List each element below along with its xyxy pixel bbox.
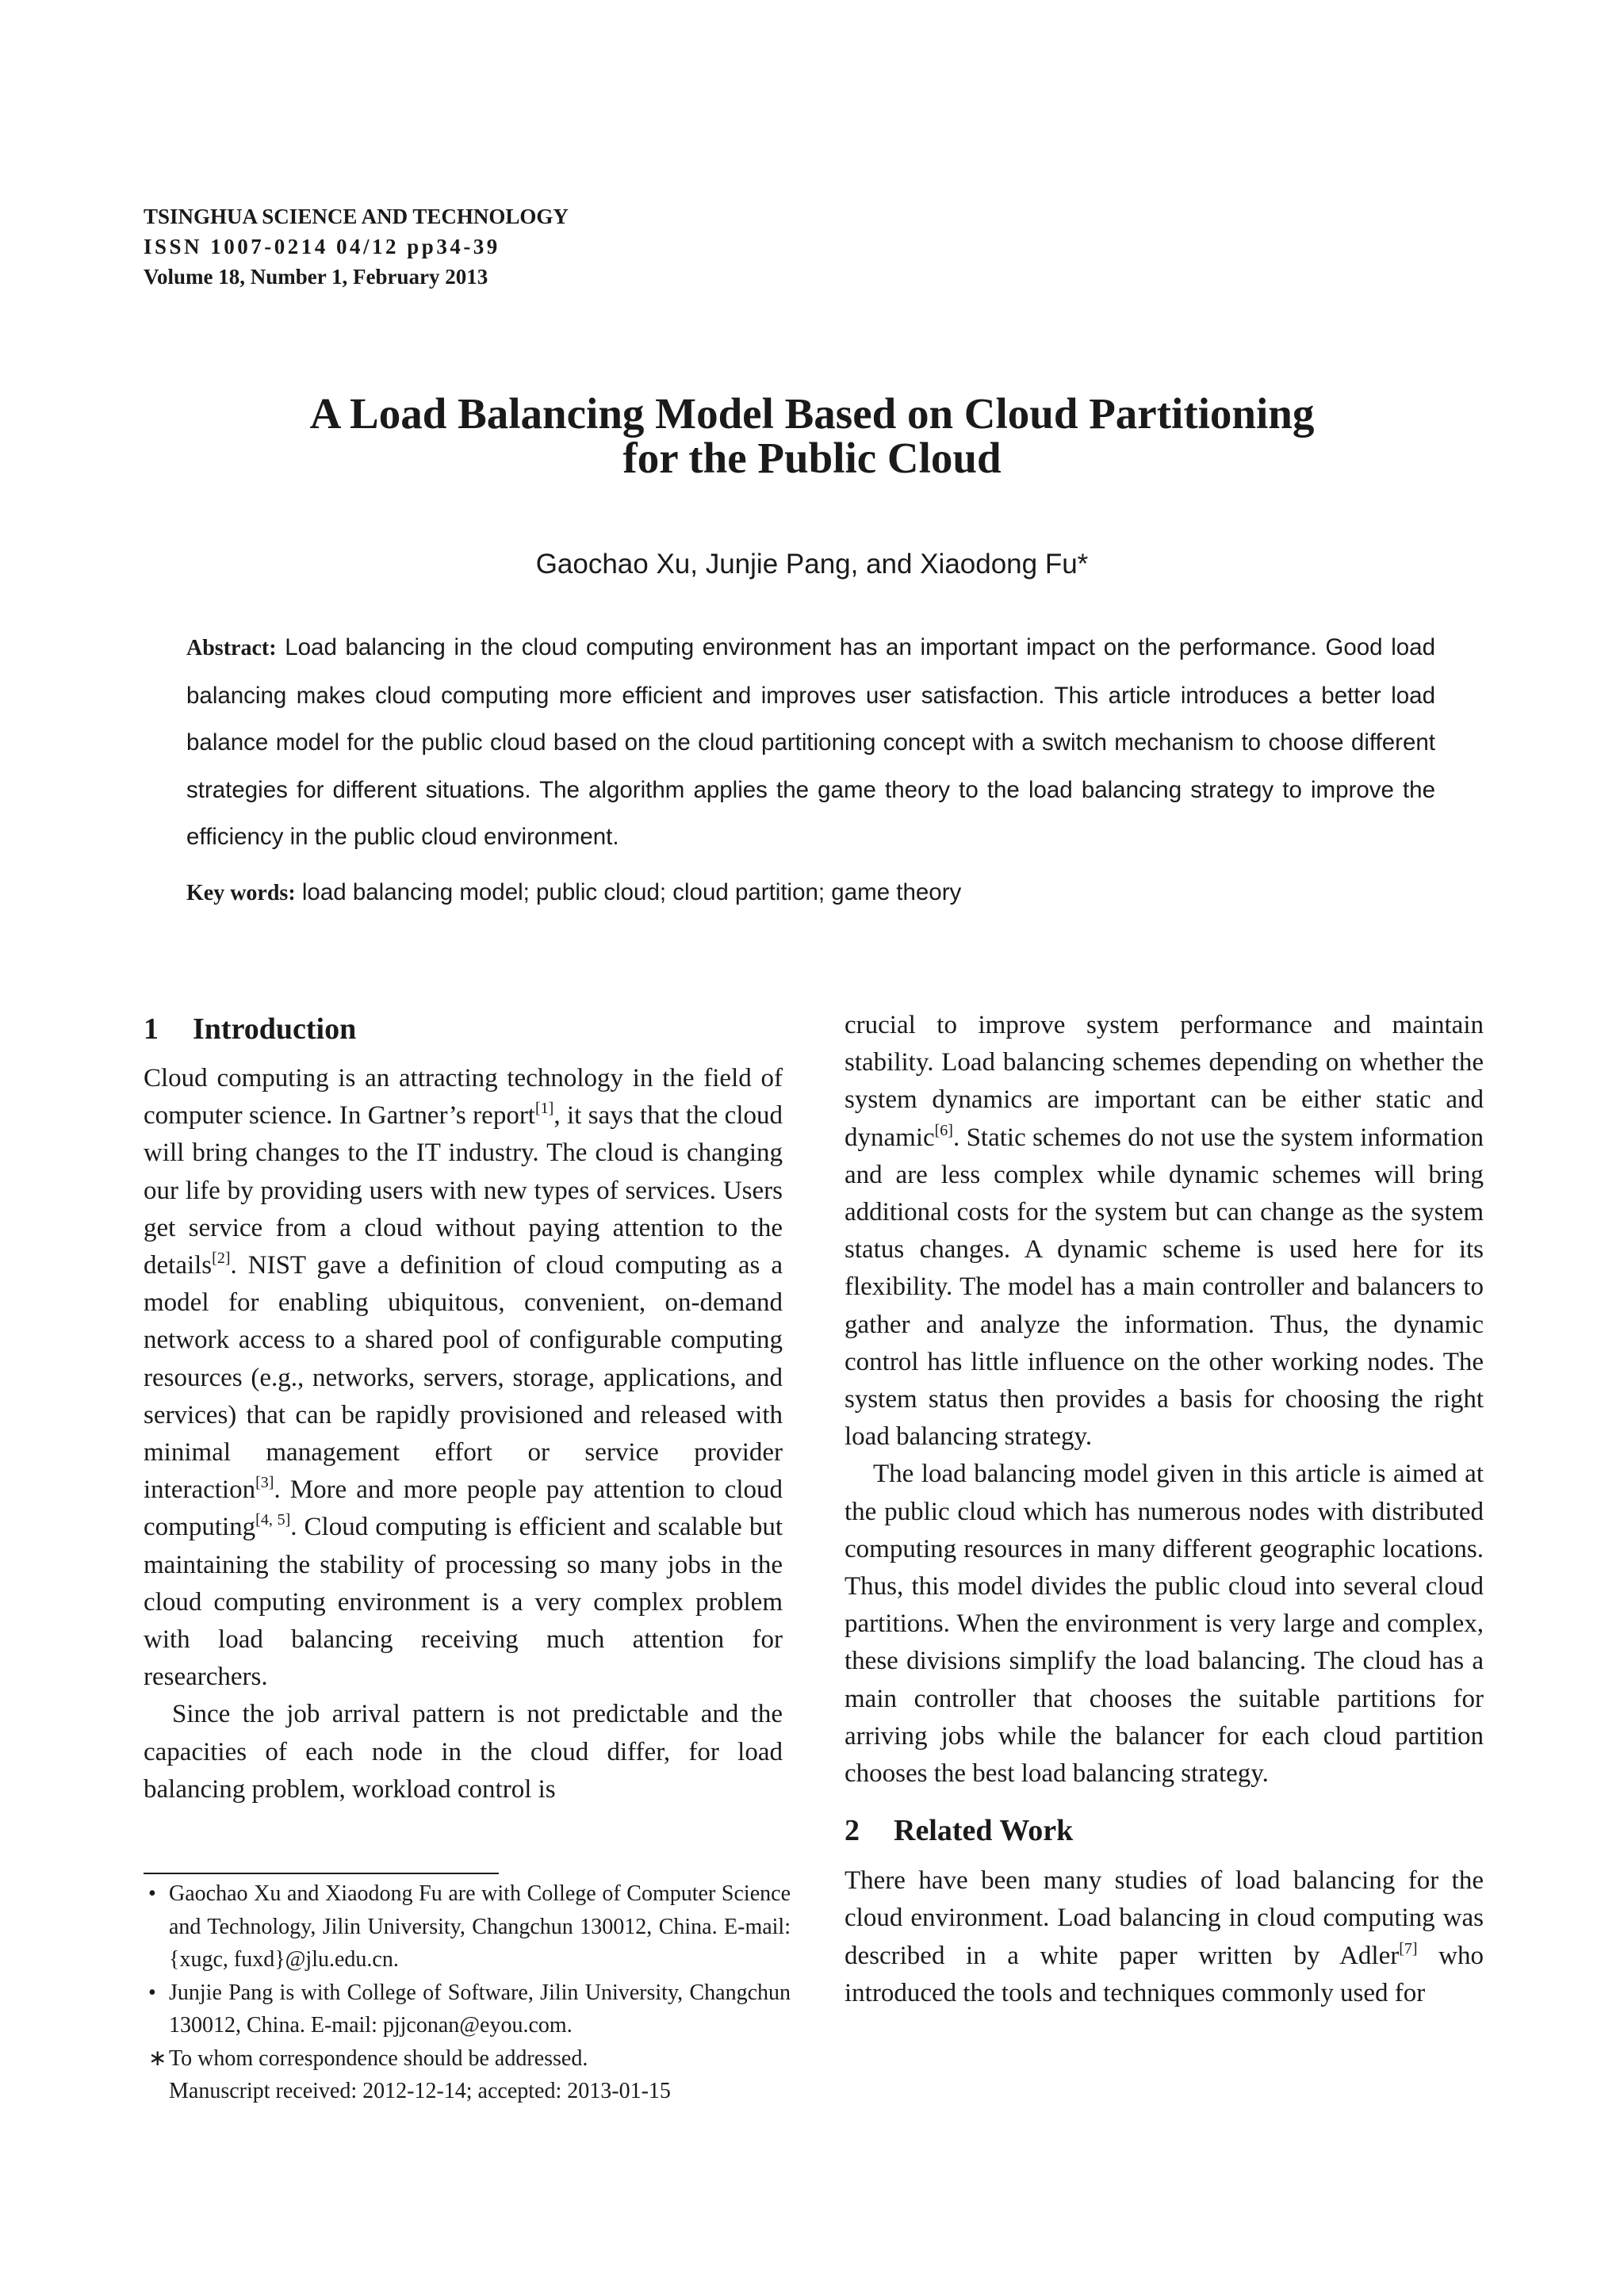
text-run: , it says that the cloud will bring changes to the IT industry. The cloud is changing our life by providing users with new types of services. Users get service from a cloud without paying attention to the details xyxy=(144,1101,783,1280)
related-paragraph-1 xyxy=(845,1862,1484,2012)
intro-paragraph-3: The load balancing model given in this article is aimed at the public cloud which has numerous nodes with distributed computing resources in many different geographic locations. Thus, this model divides the public cloud into several cloud partitions. When the environment is very large and complex, these divisions simplify the load balancing. The cloud has a main controller that chooses the suitable partitions for arriving jobs while the balancer for each cloud partition chooses the best load balancing strategy. xyxy=(845,1460,1484,1789)
text-run: There have been many studies of load balancing for the cloud environment. Load balancing in cloud computing was described in a white paper written by Adler xyxy=(845,1866,1484,1970)
section-number: 1 xyxy=(144,1012,159,1046)
asterisk-icon: ∗ xyxy=(148,2045,167,2071)
footnote-text: To whom correspondence should be addressed. xyxy=(169,2045,588,2071)
footnote-rule xyxy=(144,1873,499,1874)
text-run: . Static schemes do not use the system information and are less complex while dynamic schemes will bring additional costs for the system but can change as the system status changes. A dynamic scheme is used here for its flexibility. The model has a main controller and balancers to gather and analyze the information. Thus, the dynamic control has little influence on the other working nodes. The system status then provides a basis for choosing the right load balancing strategy. xyxy=(845,1123,1484,1452)
footnote-text: Junjie Pang is with College of Software, Jilin University, Changchun 130012, China. E-mail: pjjconan@eyou.com. xyxy=(169,1980,791,2038)
right-column xyxy=(845,1007,1484,2012)
citation: [4, 5] xyxy=(255,1511,291,1529)
journal-name: TSINGHUA SCIENCE AND TECHNOLOGY xyxy=(144,205,569,228)
intro-paragraph-1 xyxy=(144,1060,783,1696)
bullet-icon: • xyxy=(148,1881,156,1906)
intro-paragraph-2: Since the job arrival pattern is not predictable and the capacities of each node in the cloud differ, for load balancing problem, workload control is xyxy=(144,1700,783,1804)
text-run: . Cloud computing is efficient and scalable but maintaining the stability of processing so many jobs in the cloud computing environment is a very complex problem with load balancing receiving much attention for researchers. xyxy=(144,1513,783,1692)
keywords-label: Key words: xyxy=(186,881,296,905)
footnote-affiliation-1 xyxy=(144,1877,791,1976)
section-title: Related Work xyxy=(894,1814,1074,1848)
abstract-text: Load balancing in the cloud computing environment has an important impact on the performance. Good load balancing makes cloud computing more efficient and improves user satisfaction. This article introduces a better load balance model for the public cloud based on the cloud partitioning concept with a switch mechanism to choose different strategies for different situations. The algorithm applies the game theory to the load balancing strategy to improve the efficiency in the public cloud environment. xyxy=(186,634,1435,850)
text-run: crucial to improve system performance and maintain stability. Load balancing schemes depending on whether the system dynamics are important can be either static and dynamic xyxy=(845,1011,1484,1152)
citation: [6] xyxy=(934,1121,953,1139)
intro-paragraph-2-continued xyxy=(845,1007,1484,1456)
journal-issn: ISSN 1007-0214 04/12 pp34-39 xyxy=(144,235,500,258)
footnote-text: Gaochao Xu and Xiaodong Fu are with College of Computer Science and Technology, Jilin University, Changchun 130012, China. E-mail: {xugc, fuxd}@jlu.edu.cn. xyxy=(169,1881,791,1972)
keywords xyxy=(186,875,1435,911)
footnotes xyxy=(144,1877,791,2108)
citation: [7] xyxy=(1399,1939,1418,1957)
footnote-manuscript-dates: Manuscript received: 2012-12-14; accepted: 2013-01-15 xyxy=(169,2079,671,2103)
text-run: . More and more people pay attention to cloud computing xyxy=(144,1475,783,1542)
text-run: who introduced the tools and techniques commonly used for xyxy=(845,1941,1484,2007)
keywords-text: load balancing model; public cloud; cloud partition; game theory xyxy=(301,879,962,905)
paper-title-line-2: for the Public Cloud xyxy=(622,434,1002,482)
paper-title-line-1: A Load Balancing Model Based on Cloud Partitioning xyxy=(309,389,1315,438)
journal-header xyxy=(144,201,857,292)
abstract-label: Abstract: xyxy=(186,636,277,660)
left-column xyxy=(144,1007,783,1808)
text-run: . NIST gave a definition of cloud computing as a model for enabling ubiquitous, convenient, on-demand network access to a shared pool of configurable computing resources (e.g., networks, servers, storage, applications, and services) that can be rapidly provisioned and released with minimal management effort or service provider interaction xyxy=(144,1251,783,1505)
citation: [1] xyxy=(534,1100,554,1118)
bullet-icon: • xyxy=(148,1980,156,2005)
section-heading-related-work xyxy=(845,1808,1484,1853)
paper-title xyxy=(144,389,1480,482)
journal-volume: Volume 18, Number 1, February 2013 xyxy=(144,265,488,289)
citation: [2] xyxy=(212,1249,231,1268)
citation: [3] xyxy=(255,1474,274,1492)
author-list: Gaochao Xu, Junjie Pang, and Xiaodong Fu* xyxy=(535,549,1089,580)
section-title: Introduction xyxy=(193,1012,357,1046)
footnote-correspondence xyxy=(144,2042,791,2076)
footnote-affiliation-2 xyxy=(144,1976,791,2042)
section-number: 2 xyxy=(845,1814,860,1848)
text-run: Cloud computing is an attracting technology in the field of computer science. In Gartner’s report xyxy=(144,1064,783,1131)
section-heading-introduction xyxy=(144,1007,783,1051)
abstract xyxy=(186,624,1435,861)
